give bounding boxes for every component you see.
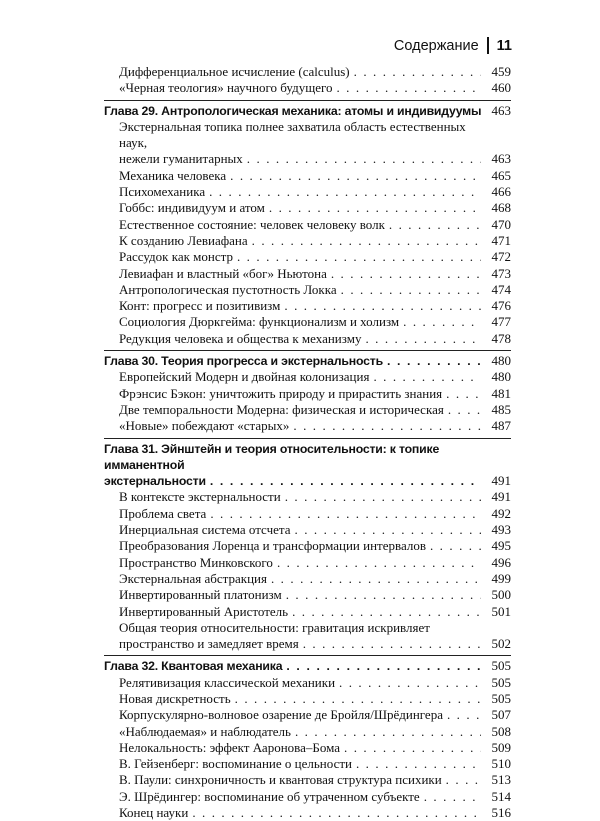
entry-page-number: 470 (491, 216, 511, 232)
dot-leader (403, 314, 481, 330)
toc-entry[interactable] (104, 805, 511, 821)
entry-page-number: 491 (491, 473, 511, 489)
entry-page-number: 505 (491, 674, 511, 690)
dot-leader (271, 571, 481, 587)
dot-leader (344, 740, 481, 756)
entry-title: нежели гуманитарных (119, 151, 243, 167)
dot-leader (286, 587, 481, 603)
entry-title-line1: Экстернальная топика полнее захватила область естественных наук, (119, 118, 466, 151)
entry-page-number: 460 (491, 80, 511, 96)
entry-title: Дифференциальное исчисление (calculus) (119, 64, 350, 79)
entry-page-number: 495 (491, 538, 511, 554)
dot-leader (447, 707, 481, 723)
toc-entry[interactable] (104, 691, 511, 707)
dot-leader (373, 369, 481, 385)
entry-page-number: 501 (491, 603, 511, 619)
dot-leader (230, 168, 481, 184)
entry-title: Естественное состояние: человек человеку волк (119, 216, 385, 232)
entry-page-number: 480 (491, 369, 511, 385)
dot-leader (286, 658, 481, 674)
dot-leader (389, 217, 481, 233)
toc-entry[interactable] (104, 756, 511, 772)
toc-entry[interactable] (104, 538, 511, 554)
entry-title: Релятивизация классической механики (119, 674, 336, 690)
entry-page-number: 492 (491, 505, 511, 521)
entry-page-number: 476 (491, 298, 511, 314)
entry-title: Две темпоральности Модерна: физическая и историческая (119, 401, 444, 417)
toc-entry[interactable] (104, 298, 511, 314)
dot-leader (292, 604, 481, 620)
entry-page-number: 505 (491, 690, 511, 706)
dot-leader (209, 184, 481, 200)
entry-page-number: 471 (491, 232, 511, 248)
dot-leader (387, 353, 481, 369)
entry-title: Преобразования Лоренца и трансформации интервалов (119, 538, 426, 554)
chapter-entry[interactable] (104, 353, 511, 369)
entry-title: Глава 32. Квантовая механика (104, 659, 283, 674)
toc-entry[interactable] (104, 249, 511, 265)
entry-page-number: 474 (491, 281, 511, 297)
toc-section (104, 103, 511, 347)
entry-title: пространство и замедляет время (119, 636, 299, 652)
dot-leader (269, 200, 481, 216)
entry-page-number: 485 (491, 401, 511, 417)
toc-entry[interactable] (104, 369, 511, 385)
toc-entry[interactable] (104, 64, 511, 80)
entry-page-number: 463 (491, 151, 511, 167)
entry-title: Инерциальная система отсчета (119, 522, 291, 538)
chapter-entry[interactable] (104, 441, 511, 490)
entry-title: Рассудок как монстр (119, 249, 233, 265)
entry-page-number: 508 (491, 723, 511, 739)
entry-page-number: 468 (491, 200, 511, 216)
entry-title: Новая дискретность (119, 690, 231, 706)
entry-page-number: 478 (491, 330, 511, 346)
entry-page-number: 493 (491, 522, 511, 538)
dot-leader (446, 772, 481, 788)
toc-entry[interactable] (104, 217, 511, 233)
toc-entry[interactable] (104, 740, 511, 756)
toc-entry[interactable] (104, 184, 511, 200)
entry-title: Э. Шрёдингер: воспоминание об утраченном субъекте (119, 788, 420, 804)
toc-section (104, 353, 511, 434)
running-header (394, 37, 512, 54)
toc-entry[interactable] (104, 789, 511, 805)
entry-page-number: 516 (491, 805, 511, 821)
toc-entry[interactable] (104, 707, 511, 723)
dot-leader (336, 80, 481, 96)
dot-leader (284, 298, 481, 314)
entry-page-number: 473 (491, 265, 511, 281)
entry-title: Инвертированный платонизм (119, 587, 282, 603)
header-page-number: 11 (496, 37, 512, 54)
dot-leader (210, 506, 481, 522)
entry-title: Психомеханика (119, 184, 206, 200)
entry-title: Глава 30. Теория прогресса и экстернальность (104, 354, 383, 369)
toc-entry[interactable] (104, 489, 511, 505)
entry-title: Фрэнсис Бэкон: уничтожить природу и прирастить знания (119, 385, 443, 401)
dot-leader (295, 724, 481, 740)
entry-title: экстернальности (104, 474, 206, 489)
dot-leader (354, 64, 481, 80)
chapter-entry[interactable] (104, 658, 511, 674)
entry-page-number: 459 (491, 64, 511, 79)
dot-leader (252, 233, 481, 249)
entry-title: В контексте экстернальности (119, 489, 281, 505)
toc-entry[interactable] (104, 233, 511, 249)
entry-page-number: 499 (491, 570, 511, 586)
toc-entry[interactable] (104, 418, 511, 434)
entry-page-number: 500 (491, 587, 511, 603)
section-divider (104, 350, 511, 351)
toc-entry[interactable] (104, 119, 511, 168)
entry-title: Инвертированный Аристотель (119, 603, 289, 619)
entry-page-number: 509 (491, 739, 511, 755)
table-of-contents (104, 64, 511, 821)
toc-entry[interactable] (104, 522, 511, 538)
entry-title: В. Паули: синхроничность и квантовая структура психики (119, 772, 442, 788)
entry-title: Глава 29. Антропологическая механика: атомы и индивидуумы (104, 103, 482, 118)
dot-leader (356, 756, 481, 772)
toc-entry[interactable] (104, 587, 511, 603)
toc-section (104, 64, 511, 97)
toc-entry[interactable] (104, 604, 511, 620)
entry-title: Проблема света (119, 505, 207, 521)
entry-title-line1: Общая теория относительности: гравитация искривляет (119, 619, 430, 635)
dot-leader (430, 538, 481, 554)
dot-leader (365, 331, 481, 347)
dot-leader (210, 473, 481, 489)
entry-title: «Новые» побеждают «старых» (119, 418, 290, 434)
entry-page-number: 466 (491, 184, 511, 200)
dot-leader (295, 522, 482, 538)
entry-page-number: 472 (491, 249, 511, 265)
entry-title: «Наблюдаемая» и наблюдатель (119, 723, 291, 739)
dot-leader (303, 636, 481, 652)
dot-leader (277, 555, 481, 571)
entry-title: Корпускулярно-волновое озарение де Бройля/Шрёдингера (119, 707, 443, 723)
toc-entry[interactable] (104, 571, 511, 587)
entry-page-number: 513 (491, 772, 511, 788)
chapter-entry[interactable] (104, 103, 511, 119)
toc-entry[interactable] (104, 80, 511, 96)
toc-entry[interactable] (104, 555, 511, 571)
toc-entry[interactable] (104, 200, 511, 216)
entry-title: Конец науки (119, 805, 189, 821)
entry-title: Экстернальная абстракция (119, 570, 267, 586)
toc-entry[interactable] (104, 675, 511, 691)
entry-title: Антропологическая пустотность Локка (119, 281, 337, 297)
toc-section (104, 441, 511, 653)
entry-title: Европейский Модерн и двойная колонизация (119, 369, 370, 385)
entry-page-number: 463 (491, 102, 511, 118)
entry-page-number: 502 (491, 636, 511, 652)
toc-section (104, 658, 511, 821)
entry-page-number: 510 (491, 756, 511, 772)
entry-page-number: 465 (491, 167, 511, 183)
entry-title-line1: Глава 31. Эйнштейн и теория относительности: к топике имманентной (104, 441, 440, 472)
entry-page-number: 491 (491, 489, 511, 505)
entry-title: Пространство Минковского (119, 554, 273, 570)
dot-leader (331, 266, 481, 282)
dot-leader (448, 402, 481, 418)
toc-entry[interactable] (104, 282, 511, 298)
entry-title: Гоббс: индивидуум и атом (119, 200, 265, 216)
entry-page-number: 477 (491, 314, 511, 330)
dot-leader (237, 249, 481, 265)
toc-entry[interactable] (104, 620, 511, 653)
entry-page-number: 505 (491, 658, 511, 674)
dot-leader (446, 386, 481, 402)
toc-entry[interactable] (104, 772, 511, 788)
header-title: Содержание (393, 37, 479, 54)
dot-leader (339, 675, 481, 691)
entry-title: Нелокальность: эффект Ааронова–Бома (119, 739, 341, 755)
entry-page-number: 481 (491, 385, 511, 401)
entry-title: Механика человека (119, 167, 227, 183)
toc-entry[interactable] (104, 266, 511, 282)
entry-title: Левиафан и властный «бог» Ньютона (119, 265, 327, 281)
dot-leader (285, 489, 481, 505)
entry-title: Конт: прогресс и позитивизм (119, 298, 281, 314)
toc-entry[interactable] (104, 506, 511, 522)
toc-entry[interactable] (104, 402, 511, 418)
dot-leader (293, 418, 481, 434)
toc-entry[interactable] (104, 168, 511, 184)
entry-page-number: 487 (491, 418, 511, 434)
entry-page-number: 514 (491, 788, 511, 804)
dot-leader (341, 282, 481, 298)
section-divider (104, 438, 511, 439)
entry-title: «Черная теология» научного будущего (119, 80, 333, 96)
dot-leader (424, 789, 481, 805)
dot-leader (192, 805, 481, 821)
entry-page-number: 480 (491, 353, 511, 369)
entry-page-number: 496 (491, 554, 511, 570)
entry-page-number: 507 (491, 707, 511, 723)
entry-title: В. Гейзенберг: воспоминание о цельности (119, 756, 352, 772)
section-divider (104, 655, 511, 656)
toc-entry[interactable] (104, 314, 511, 330)
dot-leader (235, 691, 481, 707)
entry-title: Социология Дюркгейма: функционализм и холизм (119, 314, 400, 330)
toc-entry[interactable] (104, 386, 511, 402)
entry-title: Редукция человека и общества к механизму (119, 330, 362, 346)
toc-entry[interactable] (104, 724, 511, 740)
section-divider (104, 100, 511, 101)
header-separator (487, 37, 489, 54)
toc-entry[interactable] (104, 331, 511, 347)
dot-leader (247, 151, 481, 167)
entry-title: К созданию Левиафана (119, 232, 248, 248)
